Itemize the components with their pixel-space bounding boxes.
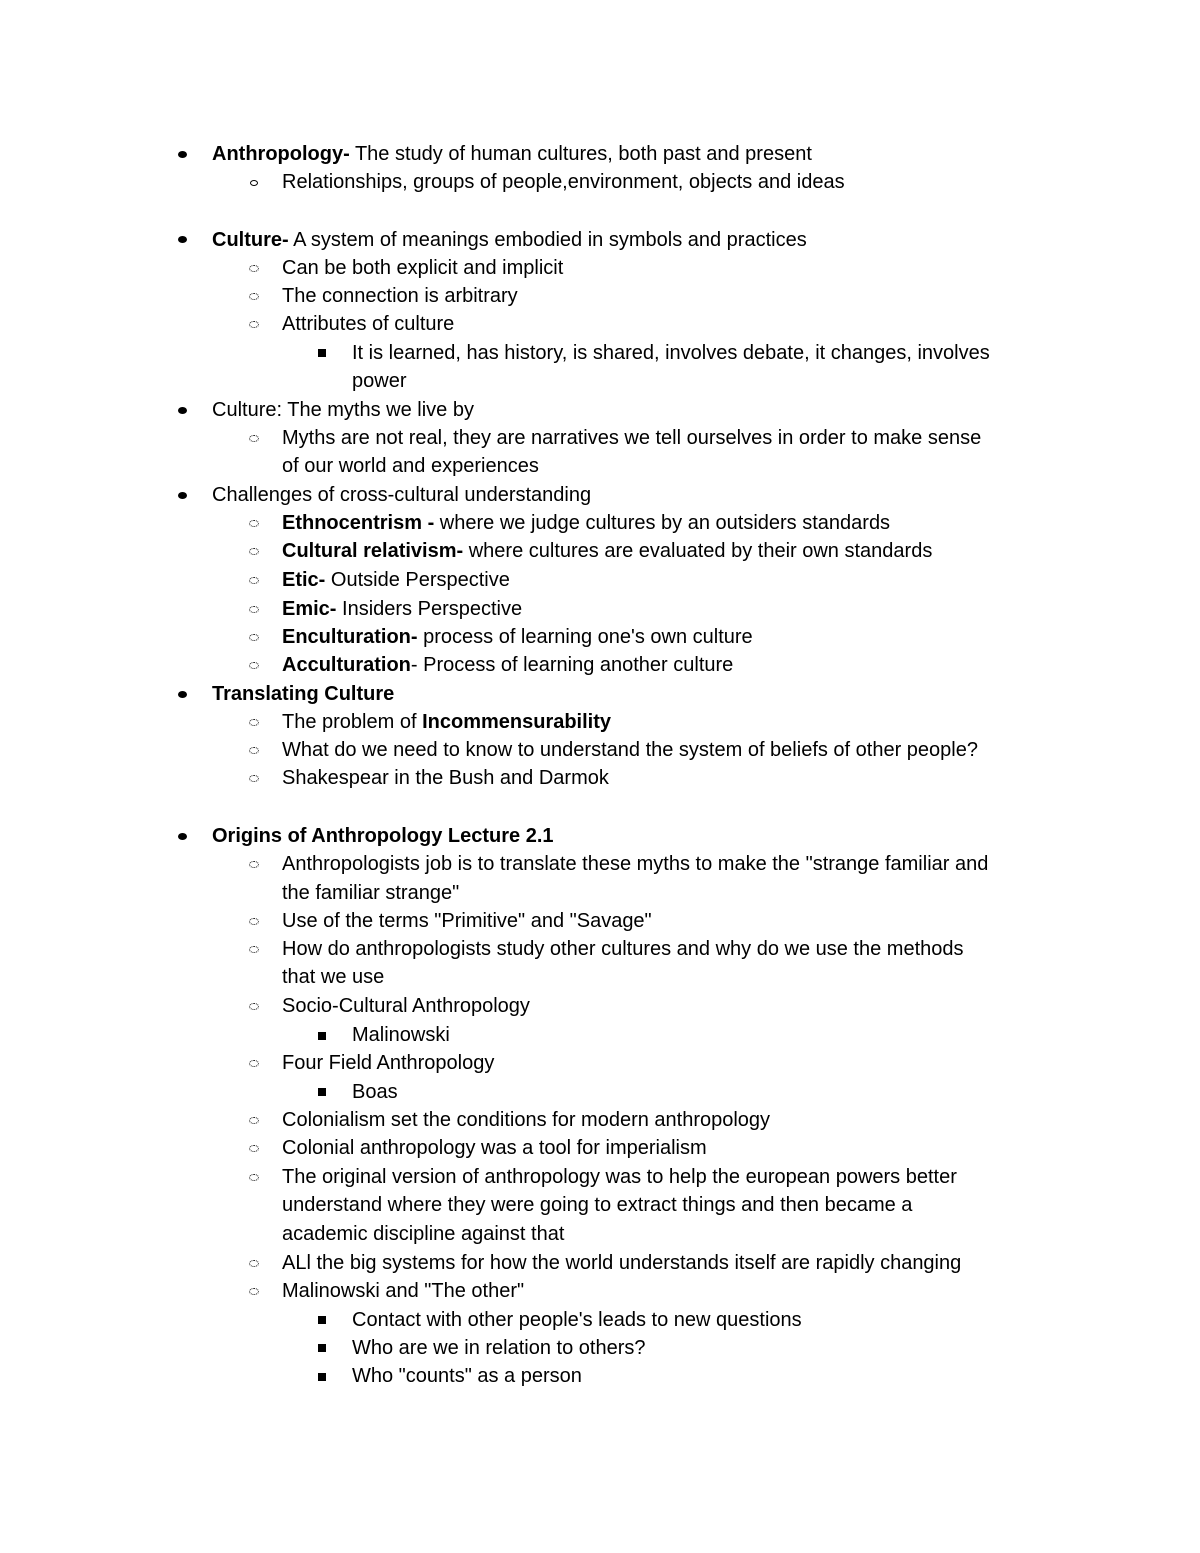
- list-item: [282, 509, 890, 537]
- hollow-bullet-icon: [249, 946, 259, 953]
- list-item: [282, 736, 978, 764]
- term: Anthropology-: [212, 143, 350, 165]
- item-text: of our world and experiences: [282, 455, 539, 477]
- list-item: [282, 254, 563, 282]
- list-item: [352, 1021, 450, 1049]
- list-item: [282, 651, 733, 679]
- list-item: [352, 339, 990, 367]
- square-bullet-icon: [318, 1316, 326, 1324]
- hollow-bullet-icon: [249, 606, 259, 613]
- term: Acculturation: [282, 654, 411, 676]
- term: Emic-: [282, 598, 337, 620]
- list-item: [352, 1362, 582, 1390]
- item-text: Culture: The myths we live by: [212, 399, 474, 421]
- list-item: [212, 396, 474, 424]
- item-text: Boas: [352, 1081, 398, 1103]
- item-text: Socio-Cultural Anthropology: [282, 995, 530, 1017]
- square-bullet-icon: [318, 349, 326, 357]
- hollow-bullet-icon: [249, 1003, 259, 1010]
- list-item: [352, 1306, 802, 1334]
- definition: - Process of learning another culture: [410, 654, 734, 676]
- list-item: [282, 1163, 957, 1191]
- list-item: [352, 1334, 646, 1362]
- list-item: [282, 708, 611, 736]
- list-item: [212, 822, 554, 850]
- item-text: What do we need to know to understand the system of beliefs of other people?: [282, 739, 978, 761]
- hollow-bullet-icon: [249, 1174, 259, 1181]
- hollow-bullet-icon: [249, 1288, 259, 1295]
- item-text: The original version of anthropology was to help the european powers better: [282, 1166, 957, 1188]
- list-item: [282, 566, 510, 594]
- hollow-bullet-icon: [249, 1060, 259, 1067]
- hollow-bullet-icon: [249, 719, 259, 726]
- bullet-icon: [178, 833, 187, 840]
- item-text: Shakespear in the Bush and Darmok: [282, 767, 609, 789]
- list-item: [282, 992, 530, 1020]
- item-text: Relationships, groups of people,environment, objects and ideas: [282, 171, 845, 193]
- item-text: Who "counts" as a person: [352, 1365, 582, 1387]
- term: Incommensurability: [422, 711, 612, 733]
- list-item-continuation: [282, 963, 384, 991]
- list-item-continuation: [282, 1191, 912, 1219]
- hollow-bullet-icon: [249, 265, 259, 272]
- list-item-continuation: [282, 1220, 564, 1248]
- bullet-icon: [178, 407, 187, 414]
- definition: A system of meanings embodied in symbols and practices: [288, 229, 807, 251]
- hollow-bullet-icon: [249, 918, 259, 925]
- list-item: [282, 310, 454, 338]
- definition: process of learning one's own culture: [417, 626, 753, 648]
- definition: The study of human cultures, both past and present: [349, 143, 812, 165]
- list-item: [282, 1134, 707, 1162]
- hollow-bullet-icon: [249, 775, 259, 782]
- item-text: The problem of: [282, 711, 423, 733]
- list-item: [212, 481, 591, 509]
- hollow-bullet-icon: [249, 548, 259, 555]
- section-heading: Translating Culture: [212, 683, 395, 705]
- list-item: [282, 850, 988, 878]
- list-item: [282, 1049, 494, 1077]
- hollow-bullet-icon: [249, 435, 259, 442]
- square-bullet-icon: [318, 1032, 326, 1040]
- hollow-bullet-icon: [249, 1260, 259, 1267]
- item-text: understand where they were going to extract things and then became a: [282, 1194, 913, 1216]
- item-text: Malinowski: [352, 1024, 450, 1046]
- list-item: [212, 226, 807, 254]
- item-text: It is learned, has history, is shared, involves debate, it changes, involves: [352, 342, 990, 364]
- hollow-bullet-icon: [249, 577, 259, 584]
- list-item: [282, 1106, 770, 1134]
- list-item: [212, 680, 394, 708]
- item-text: Malinowski and "The other": [282, 1280, 525, 1302]
- bullet-icon: [178, 691, 187, 698]
- item-text: Use of the terms "Primitive" and "Savage": [282, 910, 652, 932]
- list-item: [282, 595, 522, 623]
- item-text: the familiar strange": [282, 882, 460, 904]
- list-item: [282, 282, 518, 310]
- bullet-icon: [178, 236, 187, 243]
- hollow-bullet-icon: [249, 321, 259, 328]
- square-bullet-icon: [318, 1088, 326, 1096]
- hollow-bullet-icon: [249, 861, 259, 868]
- item-text: Myths are not real, they are narratives we tell ourselves in order to make sense: [282, 427, 982, 449]
- hollow-bullet-icon: [249, 662, 259, 669]
- bullet-icon: [178, 151, 187, 158]
- definition: where we judge cultures by an outsiders standards: [434, 512, 891, 534]
- section-heading: Origins of Anthropology Lecture 2.1: [212, 825, 554, 847]
- list-item: [352, 1078, 398, 1106]
- item-text: Attributes of culture: [282, 313, 455, 335]
- hollow-bullet-icon: [250, 180, 258, 186]
- term: Etic-: [282, 569, 326, 591]
- definition: Outside Perspective: [325, 569, 510, 591]
- item-text: Can be both explicit and implicit: [282, 257, 564, 279]
- item-text: Contact with other people's leads to new questions: [352, 1309, 802, 1331]
- list-item-continuation: [282, 879, 459, 907]
- item-text: Anthropologists job is to translate these myths to make the "strange familiar and: [282, 853, 989, 875]
- list-item: [282, 935, 964, 963]
- hollow-bullet-icon: [249, 520, 259, 527]
- list-item: [282, 424, 981, 452]
- item-text: that we use: [282, 966, 385, 988]
- square-bullet-icon: [318, 1373, 326, 1381]
- item-text: Challenges of cross-cultural understanding: [212, 484, 592, 506]
- item-text: Who are we in relation to others?: [352, 1337, 646, 1359]
- hollow-bullet-icon: [249, 1117, 259, 1124]
- item-text: The connection is arbitrary: [282, 285, 518, 307]
- hollow-bullet-icon: [249, 293, 259, 300]
- list-item: [282, 623, 753, 651]
- item-text: power: [352, 370, 407, 392]
- term: Culture-: [212, 229, 289, 251]
- item-text: Four Field Anthropology: [282, 1052, 495, 1074]
- bullet-icon: [178, 492, 187, 499]
- item-text: How do anthropologists study other cultures and why do we use the methods: [282, 938, 964, 960]
- item-text: ALl the big systems for how the world understands itself are rapidly changing: [282, 1252, 962, 1274]
- definition: Insiders Perspective: [336, 598, 523, 620]
- hollow-bullet-icon: [249, 1145, 259, 1152]
- item-text: Colonial anthropology was a tool for imperialism: [282, 1137, 707, 1159]
- hollow-bullet-icon: [249, 747, 259, 754]
- list-item: [212, 140, 812, 168]
- term: Enculturation-: [282, 626, 418, 648]
- term: Ethnocentrism -: [282, 512, 435, 534]
- list-item: [282, 1249, 961, 1277]
- list-item: [282, 168, 845, 196]
- list-item-continuation: [282, 452, 539, 480]
- list-item: [282, 907, 652, 935]
- hollow-bullet-icon: [249, 634, 259, 641]
- square-bullet-icon: [318, 1344, 326, 1352]
- list-item-continuation: [352, 367, 406, 395]
- item-text: academic discipline against that: [282, 1223, 565, 1245]
- item-text: Colonialism set the conditions for modern anthropology: [282, 1109, 771, 1131]
- list-item: [282, 1277, 524, 1305]
- list-item: [282, 537, 932, 565]
- definition: where cultures are evaluated by their own standards: [463, 540, 933, 562]
- term: Cultural relativism-: [282, 540, 464, 562]
- list-item: [282, 764, 609, 792]
